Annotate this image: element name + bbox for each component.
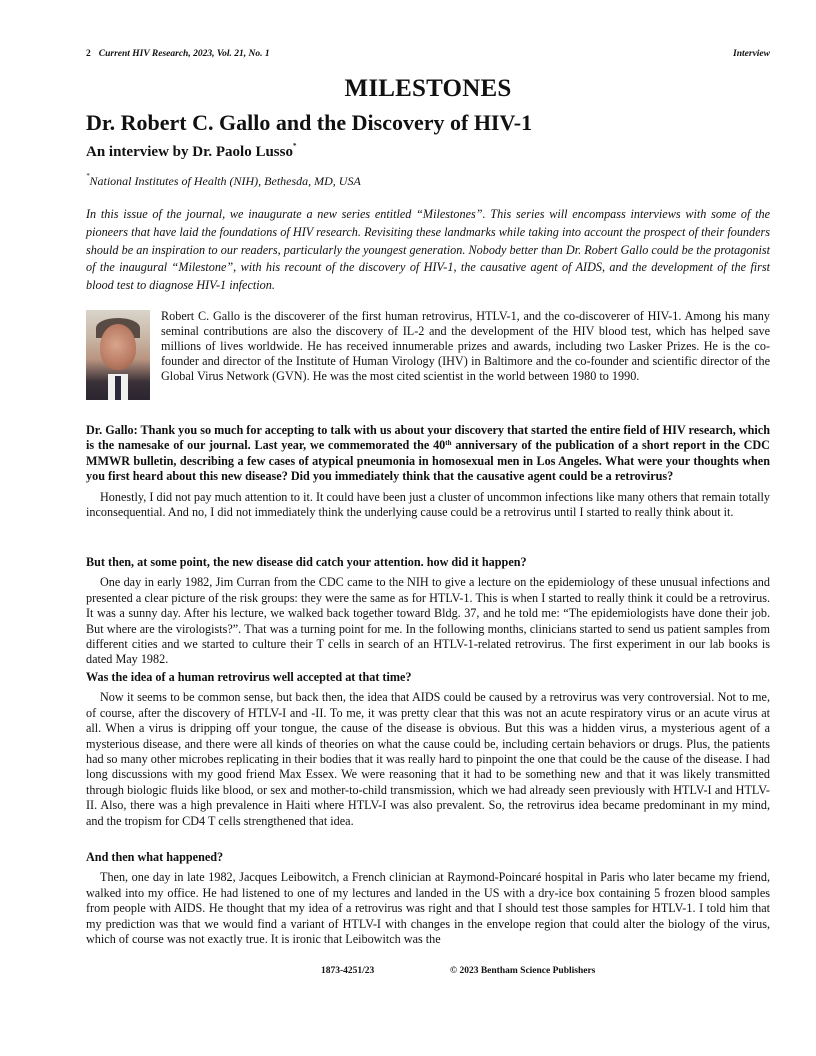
answer: Now it seems to be common sense, but back then, the idea that AIDS could be caused by a retrovirus was very controversial. Not to me, of course, after the discovery of HTLV-I and -II. To me, it was pretty clear that this was not an acute respiratory virus or an acute virus at all. When a virus is dripping off your tongue, the cause of the disease is obvious. But this was a hidden virus, a mysterious agent of a mysterious disease, and there were all kinds of theories on what the cause could be, including certain behaviors or drugs. Plus, the patients had so many other microbes replicating in their bodies that it was really hard to pinpoint the one that could be the cause of the disease. I had long discussions with my good friend Max Essex. We were reasoning that it had to be something new and that it was likely transmitted through biologic fluids like blood, or sex and mother-to-child transmission, which we had already seen previously with HTLV-I and HTLV-II. Also, there was a high prevalence in Haiti where HTLV-I was also prevalent. So, the retrovirus idea became predominant in my mind, and the tropism for CD4 T cells strengthened that idea. xyxy=(86,690,770,828)
photo-face xyxy=(100,324,136,370)
question: Was the idea of a human retrovirus well accepted at that time? xyxy=(86,670,412,684)
running-head-left xyxy=(86,49,270,59)
qa-block-2 xyxy=(86,555,770,668)
question: But then, at some point, the new disease did catch your attention. how did it happen? xyxy=(86,555,527,569)
answer: Then, one day in late 1982, Jacques Leibowitch, a French clinician at Raymond-Poincaré hospital in Paris who later became my friend, walked into my office. He had listened to one of my lectures and landed in the US with a dry-ice box containing 5 frozen blood samples from people with AIDS. He thought that my idea of a retrovirus was right and that I should test those samples for HTLV-1. I told him that my prediction was that we would find a variant of HTLV-I with changes in the envelope region that could alter the biology of the virus, which of course was not exactly true. It is ironic that Leibowitch was the xyxy=(86,870,770,947)
article-title: Dr. Robert C. Gallo and the Discovery of HIV-1 xyxy=(86,110,533,135)
question xyxy=(86,423,770,485)
journal-citation: Current HIV Research, 2023, Vol. 21, No. 1 xyxy=(98,49,270,59)
running-head xyxy=(86,49,770,63)
affiliation xyxy=(86,174,361,189)
ordinal-suffix: th xyxy=(445,439,452,448)
byline-text: An interview by Dr. Paolo Lusso xyxy=(86,144,293,160)
affiliation-marker: * xyxy=(86,172,90,180)
page-number: 2 xyxy=(86,49,91,59)
question-text: anniversary of the publication of a short report in the CDC MMWR bulletin, describing a few cases of atypical pneumonia in homosexual men in Los Angeles. What were your thoughts when you first heard about this new disease? Did you immediately think that the causative agent could be a retrovirus? xyxy=(86,438,770,484)
copyright: © 2023 Bentham Science Publishers xyxy=(450,966,596,976)
question: And then what happened? xyxy=(86,850,224,864)
series-title: MILESTONES xyxy=(344,75,512,102)
bio-text: Robert C. Gallo is the discoverer of the first human retrovirus, HTLV-1, and the co-discoverer of HIV-1. Among his many seminal contributions are also the discovery of IL-2 and the development of the HIV blood test, which has helped save millions of lives worldwide. He has received innumerable prizes and awards, including two Lasker Prizes. He is the co-founder and director of the Institute of Human Virology (IHV) in Baltimore and the co-founder and scientific director of the Global Virus Network (GVN). He was the most cited scientist in the world between 1980 to 1990. xyxy=(161,309,770,384)
author-bio xyxy=(86,309,770,401)
author-photo xyxy=(86,310,150,400)
byline xyxy=(86,144,296,161)
section-label: Interview xyxy=(733,49,770,59)
qa-block-4 xyxy=(86,850,770,947)
affiliation-text: National Institutes of Health (NIH), Bethesda, MD, USA xyxy=(89,174,361,188)
qa-block-1 xyxy=(86,423,770,520)
affiliation-marker: * xyxy=(292,142,297,150)
answer: Honestly, I did not pay much attention to it. It could have been just a cluster of uncommon infections like many others that remain totally inconsequential. And no, I did not immediately think the underlying cause could be a retrovirus until I started to really think about it. xyxy=(86,489,770,520)
photo-tie xyxy=(115,376,121,400)
qa-block-3 xyxy=(86,670,770,829)
answer: One day in early 1982, Jim Curran from the CDC came to the NIH to give a lecture on the epidemiology of these unusual infections and presented a clear picture of the risk groups: they were the same as for HTLV-1. This is when I started to really think it could be a retrovirus. It was a sunny day. After his lecture, we walked back together toward Bldg. 37, and he told me: “The epidemiologists have done their job. But where are the virologists?”. That was a turning point for me. In the following months, clinicians started to send us patient samples from different cities and we started to culture their T cells in search of an HTLV-1-related retrovirus. The first experiment in our lab books is dated May 1982. xyxy=(86,575,770,667)
issn: 1873-4251/23 xyxy=(321,966,375,976)
question-text: Dr. Gallo: Thank you so much for accepting to talk with us about your discovery that started the entire field of HIV research, which is the namesake of our journal. Last year, we commemorated the 40 xyxy=(86,423,770,453)
abstract: In this issue of the journal, we inaugurate a new series entitled “Milestones”. This series will encompass interviews with some of the pioneers that have laid the foundations of HIV research. Revisiting these landmarks while taking into account the prospect of their founders should be an inspiration to our readers, particularly the youngest generation. Nobody better than Dr. Robert Gallo could be the protagonist of the inaugural “Milestone”, with his recount of the discovery of HIV-1, the causative agent of AIDS, and the development of the first blood test to diagnose HIV-1 infection. xyxy=(86,207,770,293)
